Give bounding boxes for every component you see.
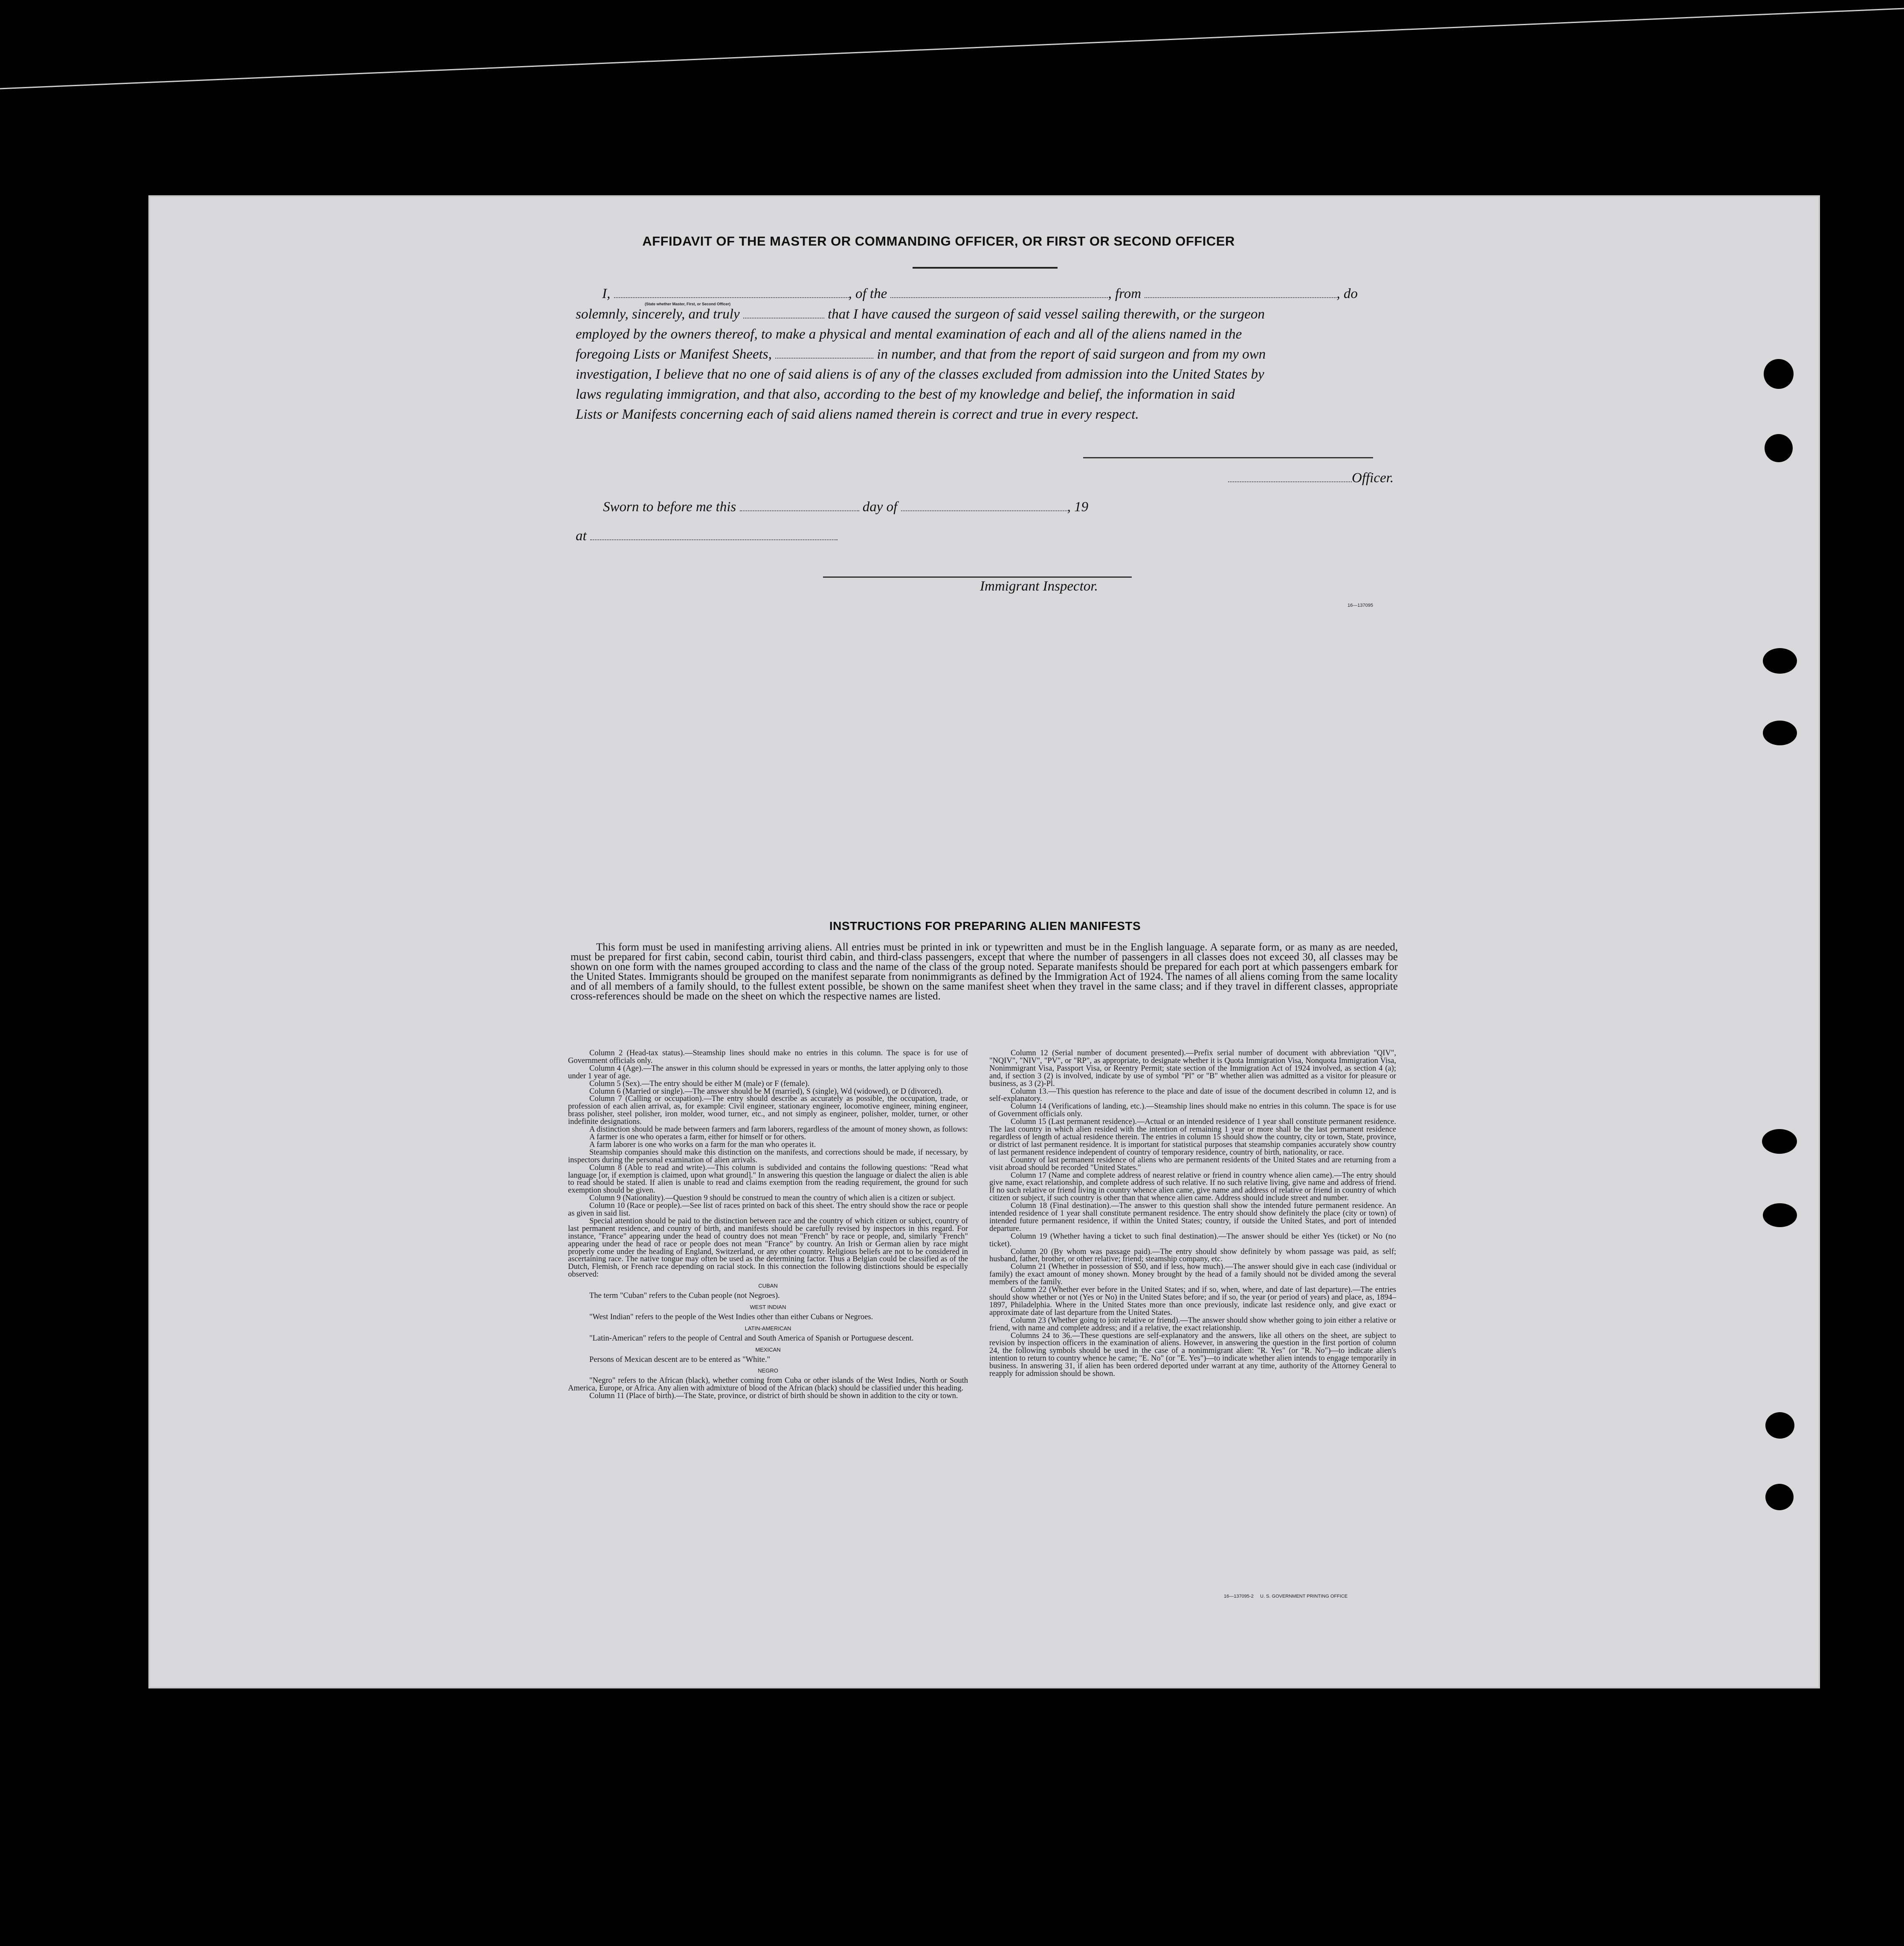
punch-hole-5 [1762,1129,1797,1154]
left-para-4: Column 6 (Married or single).—The answer should be M (married), S (single), Wd (widowed), or D (divorced). [589,1087,943,1096]
sworn-month-blank [901,510,1067,511]
instructions-intro-text: This form must be used in manifesting arriving aliens. All entries must be printed in ink or typewritten and must be in the English language. A separate form, or as many as are needed, must be prepared for first cabin, second cabin, tourist third cabin, and third-class passengers, except that where the number of passengers in all classes does not exceed 30, all classes may be shown on one form with the names grouped according to class and the name of the class of the group noted. Separate manifests should be prepared for each port at which passengers embark for the United States. Immigrants should be grouped on the manifest separate from nonimmigrants as defined by the Immigration Act of 1924. The names of all aliens coming from the same locality and of all members of a family should, to the fullest extent possible, be shown on the same manifest sheet when they travel in the same class; and if they travel in different classes, appropriate cross-references should be made on the sheet on which the respective names are listed. [571,941,1398,1002]
affidavit-title: AFFIDAVIT OF THE MASTER OR COMMANDING OFFICER, OR FIRST OR SECOND OFFICER [642,234,1235,249]
officer-line [1228,468,1394,488]
punch-hole-8 [1765,1484,1794,1510]
right-para-8: Column 19 (Whether having a ticket to such final destination).—The answer should be either Yes (ticket) or No (no ticket). [989,1232,1396,1248]
race-text-latin-american: "Latin-American" refers to the people of Central and South America of Spanish or Portuguese descent. [589,1334,914,1343]
affidavit-line-4 [576,345,1266,365]
right-para-13: Columns 24 to 36.—These questions are self-explanatory and the answers, like all others on the sheet, are subject to revision by inspection officers in the examination of aliens. However, in answering the question in the first portion of column 24, the following symbols should be used in the case of a nonimmigrant alien: "R. Yes" (or "R. No")—to indicate alien's intention to return to country whence he came; "E. No" (or "E. Yes")—to indicate whether alien intends to engage temporarily in business. In answering 31, if alien has been ordered deported under warrant at any time, authority of the Attorney General to reapply for admission should be shown. [989,1331,1396,1378]
race-heading-cuban: CUBAN [758,1283,778,1289]
punch-hole-1 [1764,359,1794,389]
at-place-blank [590,539,838,540]
affidavit-lists-text: foregoing Lists or Manifest Sheets, [576,347,772,362]
race-heading-latin-american: LATIN-AMERICAN [745,1325,791,1332]
affidavit-line-5: investigation, I believe that no one of said aliens is of any of the classes excluded from admission into the United States by [576,367,1264,382]
right-para-3: Column 14 (Verifications of landing, etc.).—Steamship lines should make no entries in this column. The space is for use of Government officials only. [989,1102,1396,1119]
right-para-7: Column 18 (Final destination).—The answer to this question shall show the intended future permanent residence. An intended residence of 1 year shall constitute permanent residence. The entry should show definitely the place (city or town) of intended future permanent residence, if within the United States; country, if outside the United States, and port of intended departure. [989,1202,1396,1233]
race-text-mexican: Persons of Mexican descent are to be entered as "White." [589,1355,771,1364]
affidavit-do: , do [1336,286,1358,301]
affidavit-surgeon-text: that I have caused the surgeon of said vessel sailing therewith, or the surgeon [828,307,1265,322]
race-text-negro: "Negro" refers to the African (black), whether coming from Cuba or other islands of the West Indies, North or South America, Europe, or Africa. Any alien with admixture of blood of the African (black) should be classified under this heading. [568,1376,968,1393]
right-para-11: Column 22 (Whether ever before in the United States; and if so, when, where, and date of last departure).—The entries should show whether or not (Yes or No) in the United States before; and if so, the year (or period of years) and place, as, 1894–1897, Philadelphia. Where in the United States more than once previously, indicate last residence only, and give exact or approximate date of last departure from the United States. [989,1286,1396,1317]
left-para-11: Column 9 (Nationality).—Question 9 should be construed to mean the country of which alien is a citizen or subject. [589,1194,956,1203]
instructions-left-column [568,1050,968,1400]
sworn-day-blank [740,510,859,511]
race-text-west-indian: "West Indian" refers to the people of the West Indies other than either Cubans or Negroes. [589,1312,873,1321]
officer-blank [1228,481,1352,482]
sworn-method-blank [743,317,824,319]
right-para-1: Column 12 (Serial number of document presented).—Prefix serial number of document with abbreviation "QIV", "NQIV", "NIV", "PV", or "RP", as appropriate, to designate whether it is Quota Immigration Visa, Nonquota Immigration Visa, Nonimmigrant Visa, Passport Visa, or Reentry Permit; state section of the Immigration Act of 1924 involved, as section 4 (a); and, if section 3 (2) is involved, indicate by use of symbol "Pl" or "B" whether alien was admitted as a visitor for pleasure or business, as 3 (2)-Pl. [989,1049,1396,1088]
race-heading-west-indian: WEST INDIAN [750,1304,786,1310]
instructions-title: INSTRUCTIONS FOR PREPARING ALIEN MANIFESTS [829,919,1141,932]
port-from-blank [1145,297,1336,298]
right-para-12: Column 23 (Whether going to join relative or friend).—The answer should show whether going to join either a relative or friend, with name and complete address; and if a relative, the exact relationship. [989,1316,1396,1332]
right-para-5: Country of last permanent residence of aliens who are permanent residents of the United States and are returning from a visit abroad should be recorded "United States." [989,1155,1396,1172]
affidavit-title-underline [913,267,1058,269]
left-para-3: Column 5 (Sex).—The entry should be either M (male) or F (female). [589,1079,810,1088]
sworn-text: Sworn to before me this [603,499,736,515]
officer-label: Officer. [1352,470,1394,486]
affidavit-line-1 [602,284,1358,304]
left-para-7: A farmer is one who operates a farm, either for himself or for others. [589,1132,806,1141]
printing-office-footer: 16—137095-2 U. S. GOVERNMENT PRINTING OFFICE [1224,1594,1348,1599]
left-para-2: Column 4 (Age).—The answer in this column should be expressed in years or months, the latter applying only to those under 1 year of age. [568,1064,968,1080]
affidavit-solemnly: solemnly, sincerely, and truly [576,307,740,322]
punch-hole-2 [1765,434,1793,462]
affidavit-in-number-text: in number, and that from the report of said surgeon and from my own [877,347,1266,362]
punch-hole-3 [1763,648,1797,674]
scan-edge-line [0,0,1904,90]
right-para-2: Column 13.—This question has reference to the place and date of issue of the document described in column 12, and is self-explanatory. [989,1087,1396,1103]
right-para-4: Column 15 (Last permanent residence).—Actual or an intended residence of 1 year shall constitute permanent residence. The last country in which alien resided with the intention of remaining 1 year or more shall be the last permanent residence regardless of length of actual residence therein. The entries in column 15 should show the country, city or town, State, province, or district of last permanent residence. It is important for statistical purposes that steamship companies accurately show country of last permanent residence independent of country of temporary residence, country of birth, nationality, or race. [989,1118,1396,1157]
right-para-9: Column 20 (By whom was passage paid).—The entry should show definitely by whom passage was paid, as self; husband, father, brother, or other relative; friend; steamship company, etc. [989,1247,1396,1264]
at-line [576,526,838,546]
state-officer-note: (State whether Master, First, or Second Officer) [645,302,731,306]
left-para-1: Column 2 (Head-tax status).—Steamship lines should make no entries in this column. The space is for use of Government officials only. [568,1049,968,1065]
day-of-text: day of [862,499,898,515]
race-text-cuban: The term "Cuban" refers to the Cuban people (not Negroes). [589,1292,780,1300]
officer-rank-blank [614,297,849,298]
left-para-8: A farm laborer is one who works on a farm for the man who operates it. [589,1140,816,1149]
right-para-6: Column 17 (Name and complete address of nearest relative or friend in country whence alien came).—The entry should give name, exact relationship, and complete address of such relative. If no such relative living, give name and address of friend. If no such relative or friend living in country whence alien came, give name and address of relative or friend in country of which citizen or subject, if such country is other than that whence alien came. Address should include street and number. [989,1171,1396,1203]
affidavit-form-number: 16—137095 [1348,603,1373,608]
punch-hole-7 [1765,1412,1794,1439]
year-text: , 19 [1067,499,1089,515]
left-para-last: Column 11 (Place of birth).—The State, province, or district of birth should be shown in addition to the city or town. [589,1392,958,1401]
right-para-10: Column 21 (Whether in possession of $50, and if less, how much).—The answer should give in each case (individual or family) the exact amount of money shown. Money brought by the head of a family should not be divided among the several members of the family. [989,1263,1396,1287]
affidavit-line-3: employed by the owners thereof, to make a physical and mental examination of each and all of the aliens named in the [576,327,1242,342]
race-heading-mexican: MEXICAN [755,1346,781,1353]
affidavit-line-2 [576,304,1265,324]
left-para-6: A distinction should be made between farmers and farm laborers, regardless of the amount of money shown, as follows: [589,1125,968,1134]
left-para-10: Column 8 (Able to read and write).—This column is subdivided and contains the following questions: "Read what language [or, if exemption is claimed, upon what ground]." In answering this question the language or dialect the alien is able to read should be stated. If alien is unable to read and claims exemption from the reading requirement, the ground for such exemption should be given. [568,1163,968,1195]
at-label: at [576,528,587,544]
left-para-5: Column 7 (Calling or occupation).—The entry should describe as accurately as possible, the occupation, trade, or profession of each alien arrival, as, for example: Civil engineer, stationary engineer, locomotive engineer, mining engineer, brass polisher, steel polisher, iron molder, wood turner, etc., and not simply as engineer, polisher, molder, turner, or other indefinite designations. [568,1095,968,1126]
left-para-9: Steamship companies should make this distinction on the manifests, and corrections should be made, if necessary, by inspectors during the personal examination of alien arrivals. [568,1148,968,1164]
race-heading-negro: NEGRO [758,1367,778,1374]
instructions-intro [571,942,1398,1001]
sworn-line [603,497,1088,517]
left-para-13: Special attention should be paid to the distinction between race and the country of which citizen or subject, country of last permanent residence, and country of birth, and manifests should be carefully revised by inspectors in this regard. For instance, "France" appearing under the head of country does not mean "French" by race or people, and, similarly "French" appearing under the head of race or people does not mean "France" by country. An Irish or German alien by race might properly come under the heading of England, Switzerland, or any other country. Religious beliefs are not to be considered in ascertaining race. The native tongue may often be used as the determining factor. Thus a Belgian could be classified as of the Dutch, Flemish, or French race depending on racial stock. In this connection the following distinctions should be especially observed: [568,1216,968,1279]
affidavit-of-the: , of the [848,286,887,301]
vessel-name-blank [890,297,1108,298]
inspector-label: Immigrant Inspector. [980,579,1098,594]
punch-hole-6 [1763,1203,1797,1227]
instructions-right-column [989,1050,1396,1378]
affidavit-line-7: Lists or Manifests concerning each of said aliens named therein is correct and true in every respect. [576,407,1139,422]
left-para-12: Column 10 (Race or people).—See list of races printed on back of this sheet. The entry should show the race or people as given in said list. [568,1202,968,1218]
affidavit-i: I, [602,286,611,301]
affidavit-from: , from [1108,286,1142,301]
affidavit-line-6: laws regulating immigration, and that also, according to the best of my knowledge and belief, the information in said [576,387,1235,402]
sheets-number-blank [775,357,873,359]
punch-hole-4 [1763,721,1797,745]
officer-signature-line [1083,457,1373,458]
